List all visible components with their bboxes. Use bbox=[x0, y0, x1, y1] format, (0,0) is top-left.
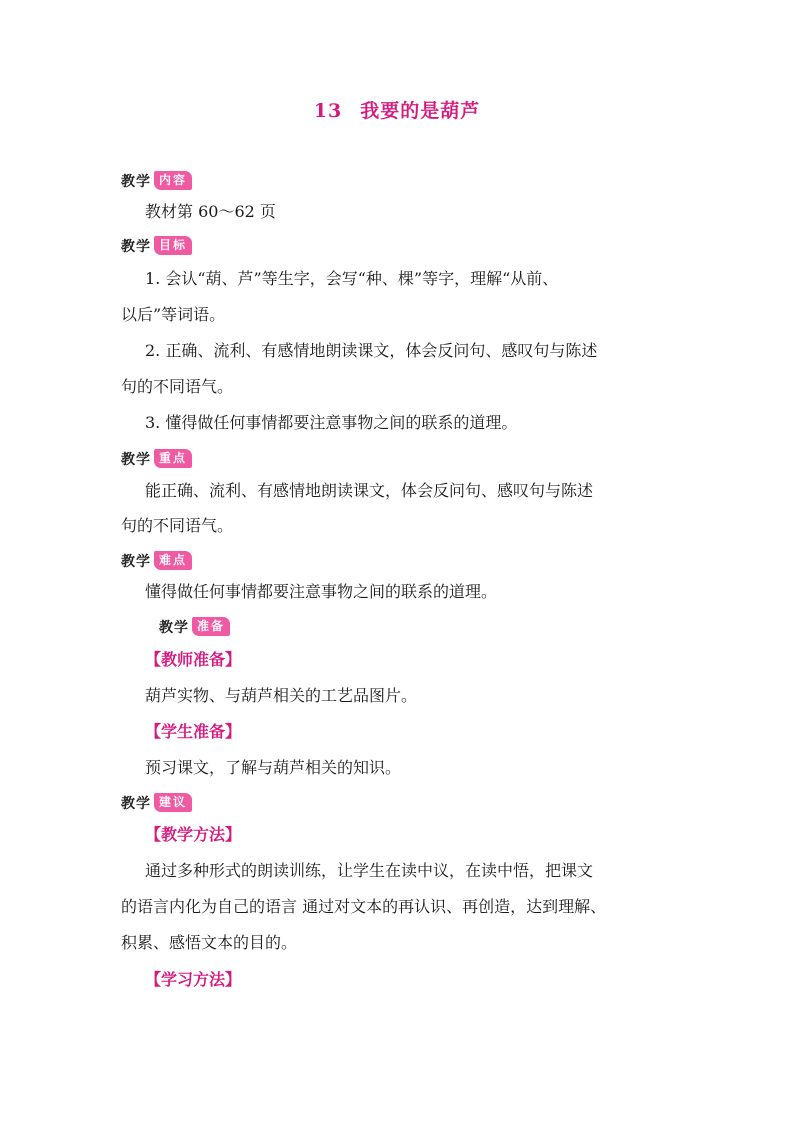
goal-2-line-2: 句的不同语气。 bbox=[121, 377, 234, 396]
learning-method-heading: 【学习方法】 bbox=[145, 970, 242, 989]
goal-1-line-2: 以后”等词语。 bbox=[121, 305, 226, 324]
teaching-method-heading: 【教学方法】 bbox=[145, 825, 242, 844]
section-key: 教学 bbox=[121, 795, 151, 812]
lesson-number: 13 bbox=[313, 100, 343, 122]
section-key: 教学 bbox=[159, 619, 189, 636]
section-focus-heading bbox=[121, 448, 192, 469]
student-prep-heading: 【学生准备】 bbox=[145, 722, 242, 741]
section-tag: 难点 bbox=[154, 551, 192, 570]
section-difficulty-heading bbox=[121, 550, 192, 571]
goal-1-line-1: 1. 会认“葫、芦”等生字，会写“种、棵”等字，理解“从前、 bbox=[145, 269, 559, 288]
section-content-heading bbox=[121, 170, 192, 191]
teaching-method-line-2: 的语言内化为自己的语言 通过对文本的再认识、再创造，达到理解、 bbox=[121, 897, 607, 916]
difficulty-text: 懂得做任何事情都要注意事物之间的联系的道理。 bbox=[145, 582, 498, 601]
section-tag: 重点 bbox=[154, 449, 192, 468]
content-text: 教材第 60～62 页 bbox=[145, 202, 276, 221]
student-prep-text: 预习课文，了解与葫芦相关的知识。 bbox=[145, 758, 402, 777]
section-tag: 准备 bbox=[192, 617, 230, 636]
lesson-name: 我要的是葫芦 bbox=[360, 100, 481, 122]
teaching-method-line-3: 积累、感悟文本的目的。 bbox=[121, 933, 298, 952]
focus-line-2: 句的不同语气。 bbox=[121, 516, 234, 535]
section-goals-heading bbox=[121, 235, 192, 256]
teacher-prep-text: 葫芦实物、与葫芦相关的工艺品图片。 bbox=[145, 686, 418, 705]
teacher-prep-heading: 【教师准备】 bbox=[145, 650, 242, 669]
section-tag: 目标 bbox=[154, 236, 192, 255]
teaching-method-line-1: 通过多种形式的朗读训练，让学生在读中议，在读中悟，把课文 bbox=[145, 861, 594, 880]
lesson-title bbox=[0, 96, 794, 123]
goal-2-line-1: 2. 正确、流利、有感情地朗读课文，体会反问句、感叹句与陈述 bbox=[145, 341, 598, 360]
section-key: 教学 bbox=[121, 238, 151, 255]
section-key: 教学 bbox=[121, 173, 151, 190]
section-key: 教学 bbox=[121, 451, 151, 468]
section-tag: 内容 bbox=[154, 171, 192, 190]
goal-3: 3. 懂得做任何事情都要注意事物之间的联系的道理。 bbox=[145, 413, 518, 432]
section-advice-heading bbox=[121, 792, 192, 813]
section-tag: 建议 bbox=[154, 793, 192, 812]
section-prep-heading bbox=[159, 616, 230, 637]
section-key: 教学 bbox=[121, 553, 151, 570]
focus-line-1: 能正确、流利、有感情地朗读课文，体会反问句、感叹句与陈述 bbox=[145, 481, 594, 500]
